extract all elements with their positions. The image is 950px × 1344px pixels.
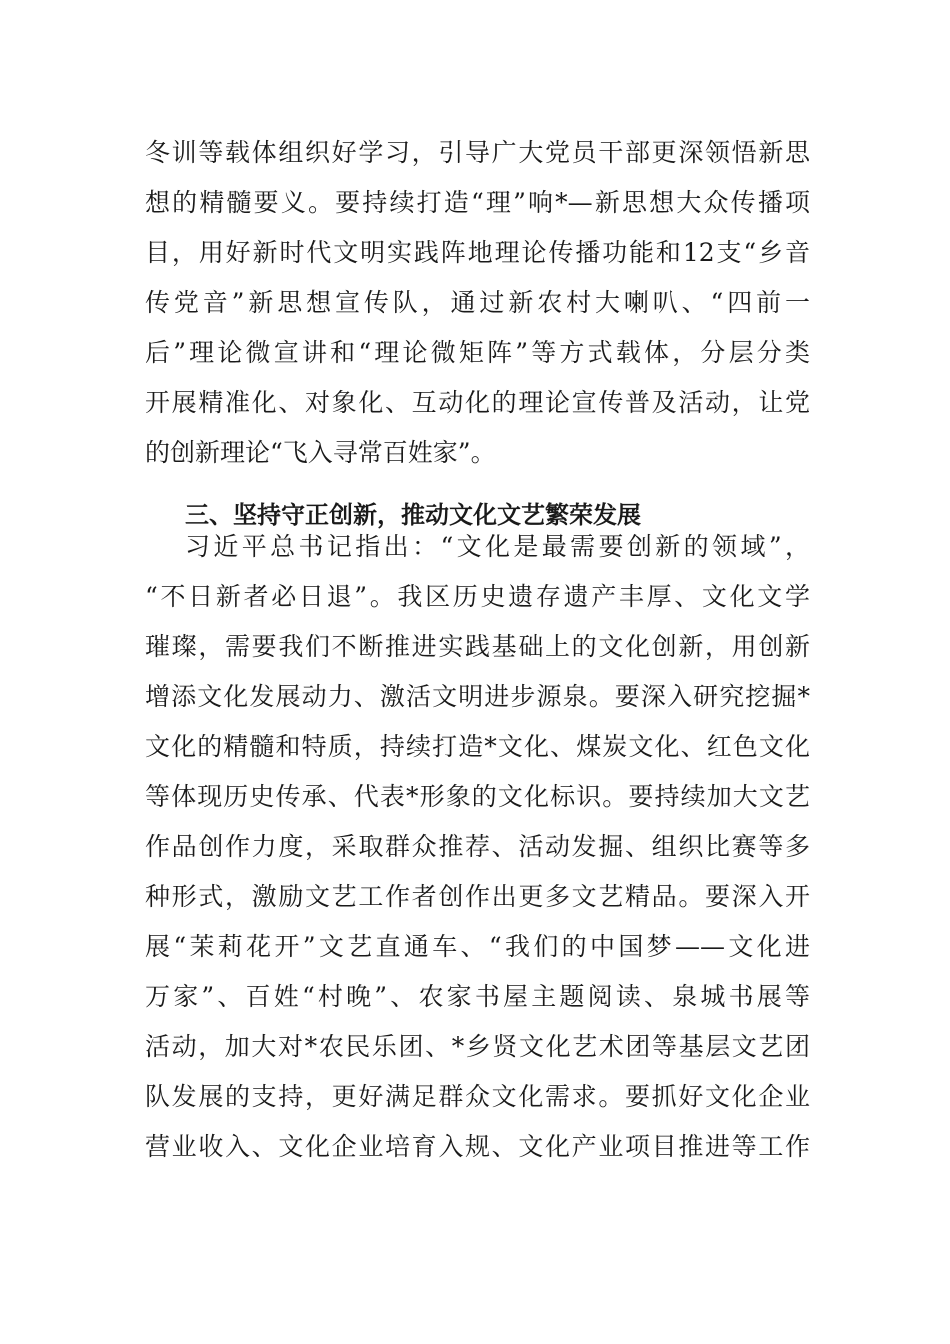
text-line: 营业收入、文化企业培育入规、文化产业项目推进等工作	[145, 1132, 810, 1161]
text-line: 的创新理论“飞入寻常百姓家”。	[145, 438, 496, 467]
text-line: 传党音”新思想宣传队，通过新农村大喇叭、“四前一	[145, 288, 810, 317]
text-line: 璀璨，需要我们不断推进实践基础上的文化创新，用创新	[145, 632, 810, 661]
text-line: 作品创作力度，采取群众推荐、活动发掘、组织比赛等多	[145, 832, 810, 861]
section-heading: 三、坚持守正创新，推动文化文艺繁荣发展	[185, 501, 641, 529]
text-line: 习近平总书记指出：“文化是最需要创新的领域”，	[185, 532, 810, 561]
text-line: 队发展的支持，更好满足群众文化需求。要抓好文化企业	[145, 1082, 810, 1111]
text-line: 想的精髓要义。要持续打造“理”响*—新思想大众传播项	[145, 188, 810, 217]
text-line: 增添文化发展动力、激活文明进步源泉。要深入研究挖掘*	[145, 682, 810, 711]
text-line: 目，用好新时代文明实践阵地理论传播功能和12支“乡音	[145, 238, 810, 267]
text-line: 开展精准化、对象化、互动化的理论宣传普及活动，让党	[145, 388, 810, 417]
text-line: 文化的精髓和特质，持续打造*文化、煤炭文化、红色文化	[145, 732, 810, 761]
text-line: 冬训等载体组织好学习，引导广大党员干部更深领悟新思	[145, 138, 810, 167]
text-line: 万家”、百姓“村晚”、农家书屋主题阅读、泉城书展等	[145, 982, 810, 1011]
paragraph-theory-study	[145, 128, 810, 478]
paragraph-cultural-innovation	[145, 522, 810, 1172]
text-line: 展“茉莉花开”文艺直通车、“我们的中国梦——文化进	[145, 932, 810, 961]
text-line: “不日新者必日退”。我区历史遗存遗产丰厚、文化文学	[145, 582, 810, 611]
text-line: 后”理论微宣讲和“理论微矩阵”等方式载体，分层分类	[145, 338, 810, 367]
text-line: 等体现历史传承、代表*形象的文化标识。要持续加大文艺	[145, 782, 810, 811]
text-line: 种形式，激励文艺工作者创作出更多文艺精品。要深入开	[145, 882, 810, 911]
text-line: 活动，加大对*农民乐团、*乡贤文化艺术团等基层文艺团	[145, 1032, 810, 1061]
